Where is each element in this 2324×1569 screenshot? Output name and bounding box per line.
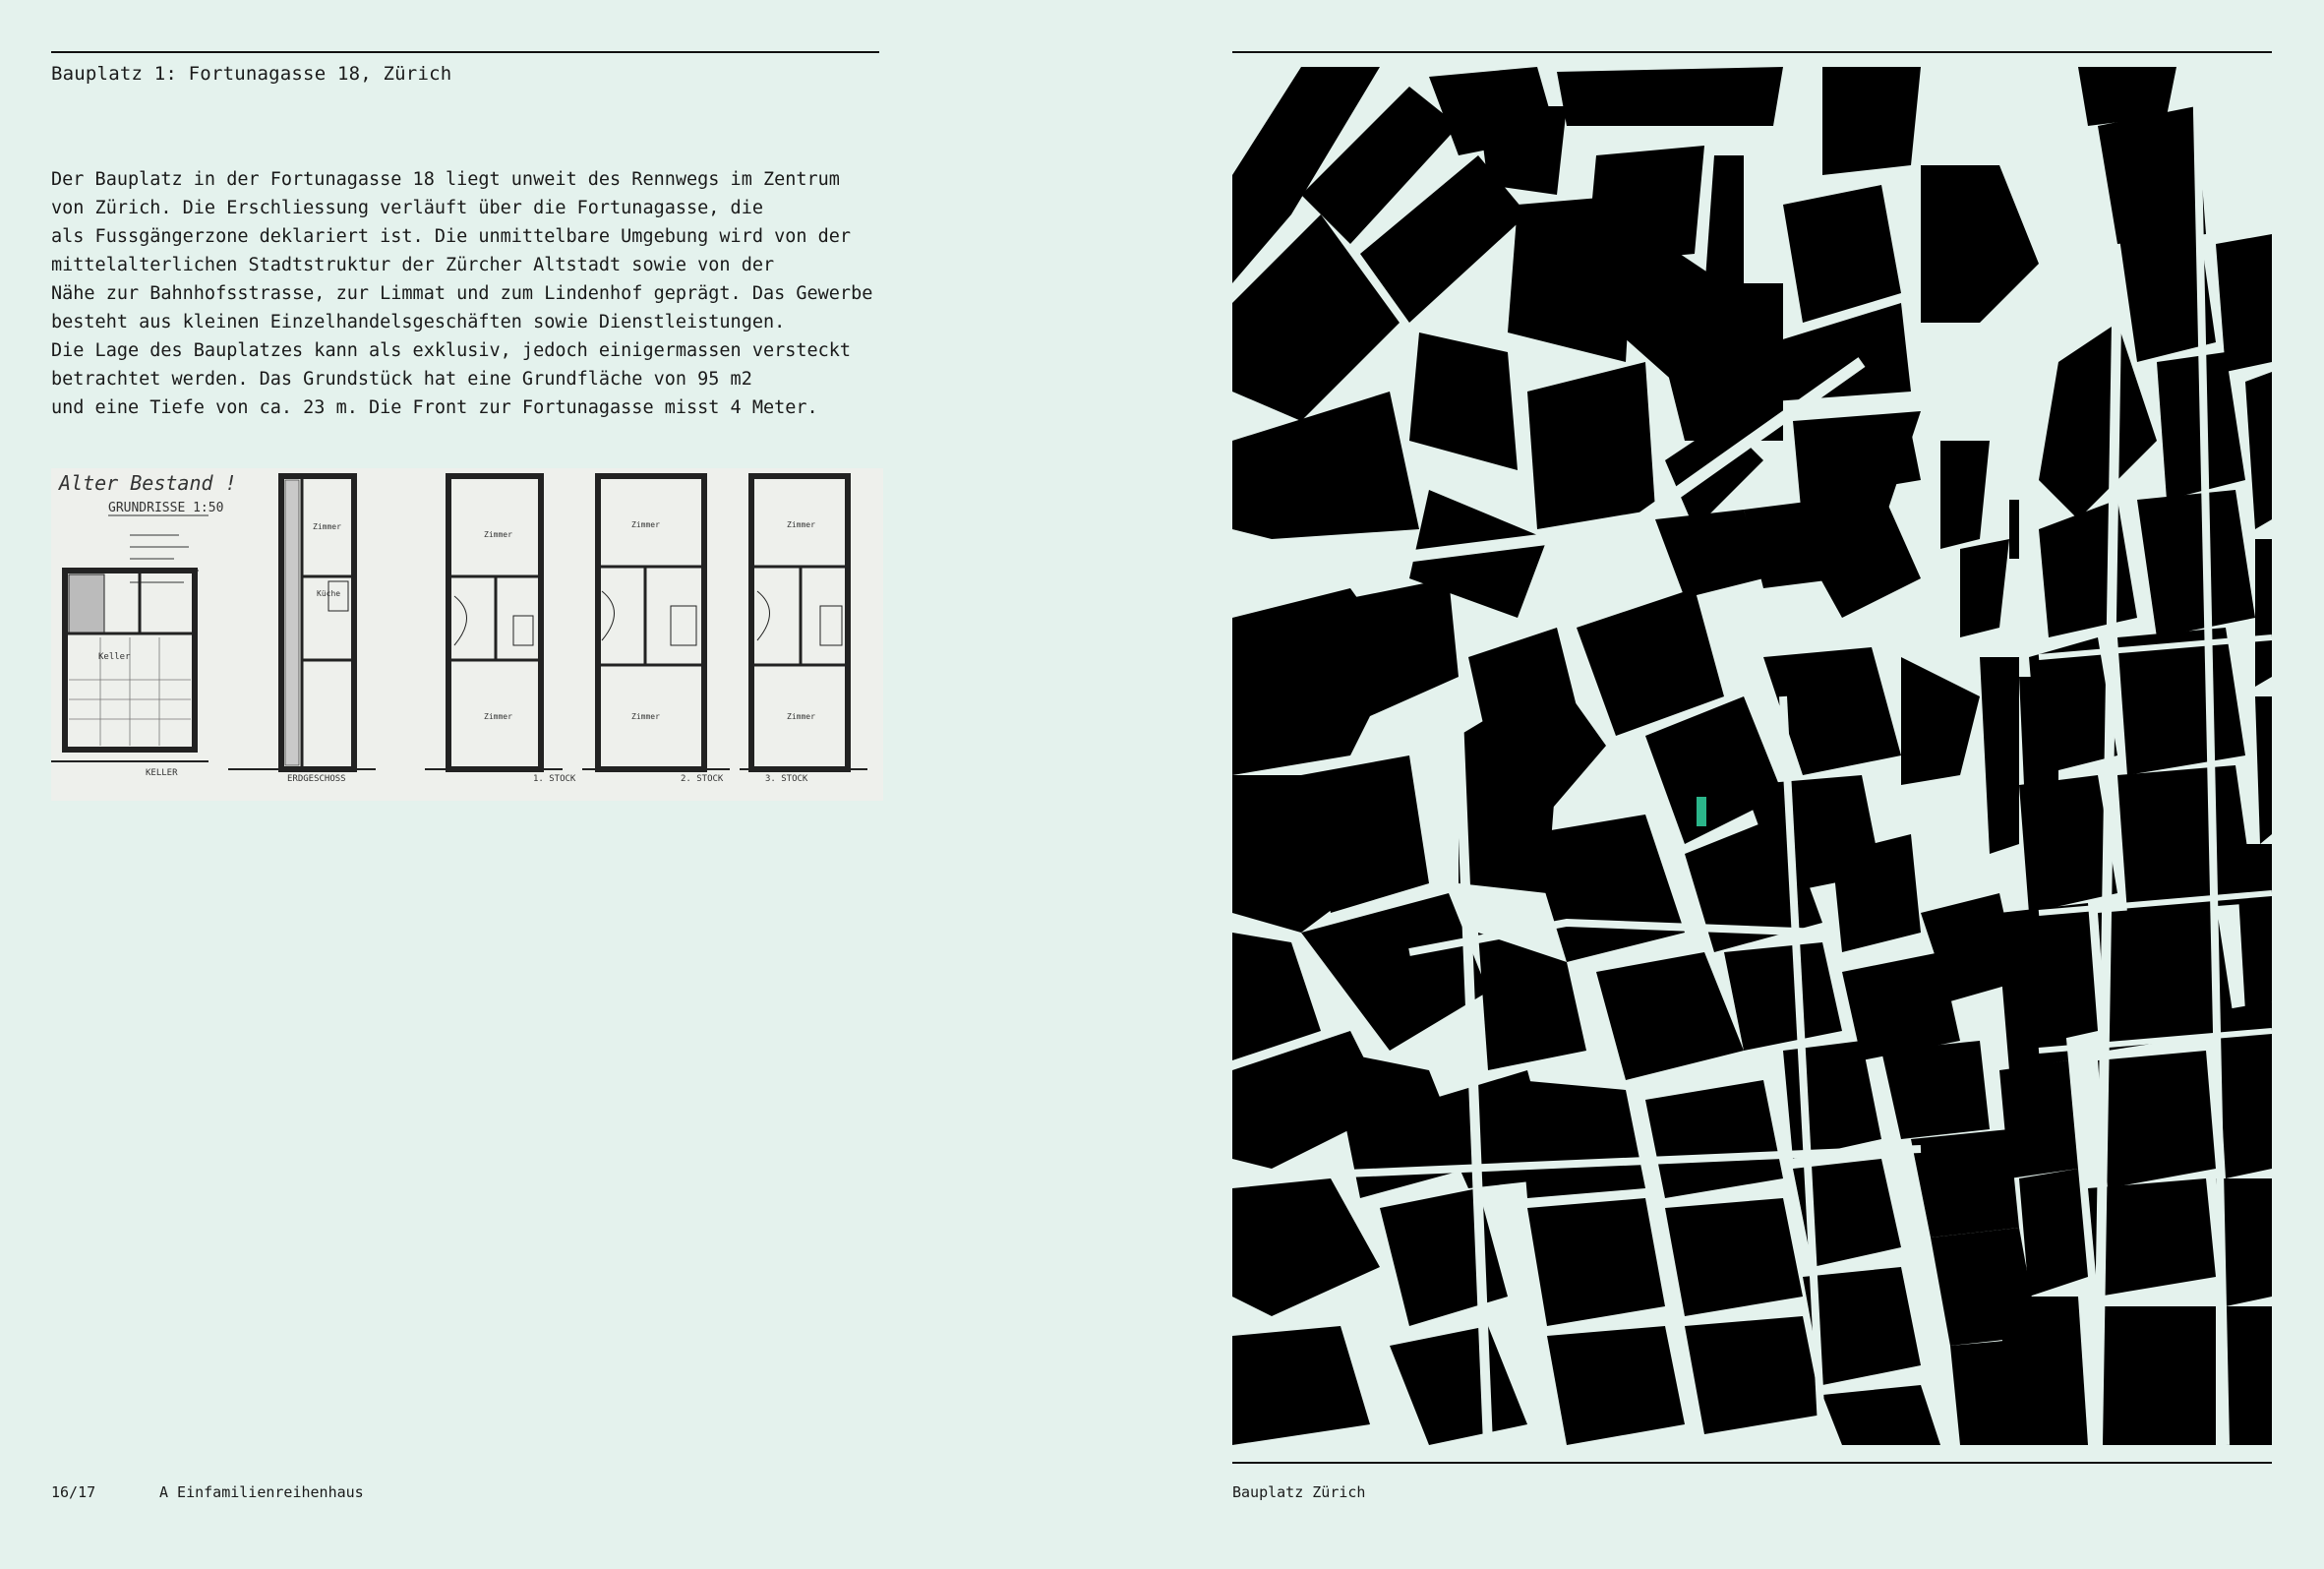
- svg-text:Zimmer: Zimmer: [787, 712, 815, 721]
- plan-room-label: Zimmer: [313, 522, 341, 531]
- text-line: als Fussgängerzone deklariert ist. Die unmittelbare Umgebung wird von der: [51, 226, 852, 247]
- plan-floor-label: ERDGESCHOSS: [287, 774, 346, 784]
- plan-floor-label: 2. STOCK: [681, 774, 724, 784]
- text-line: Die Lage des Bauplatzes kann als exklusiv, jedoch einigermassen versteckt: [51, 340, 852, 361]
- page-number: 16/17: [51, 1483, 96, 1501]
- bottom-rule-right: [1232, 1462, 2272, 1464]
- text-line: Nähe zur Bahnhofsstrasse, zur Limmat und zum Lindenhof geprägt. Das Gewerbe: [51, 283, 873, 304]
- plan-floor-label: 3. STOCK: [765, 774, 808, 784]
- plan-floor-label: 1. STOCK: [533, 774, 576, 784]
- floor-plans-image: [51, 468, 883, 801]
- text-line: und eine Tiefe von ca. 23 m. Die Front zur Fortunagasse misst 4 Meter.: [51, 397, 818, 418]
- svg-text:Zimmer: Zimmer: [484, 530, 512, 539]
- footer-title-right: Bauplatz Zürich: [1232, 1483, 1366, 1501]
- figure-ground-map: [1232, 67, 2272, 1445]
- text-line: besteht aus kleinen Einzelhandelsgeschäften sowie Dienstleistungen.: [51, 312, 786, 332]
- page-heading: Bauplatz 1: Fortunagasse 18, Zürich: [51, 63, 452, 85]
- plan-room-label: Keller: [98, 652, 131, 662]
- svg-text:Zimmer: Zimmer: [787, 520, 815, 529]
- description-text: [51, 165, 897, 422]
- svg-text:Zimmer: Zimmer: [631, 520, 660, 529]
- plan-floor-label: KELLER: [146, 768, 178, 778]
- plan-room-label: Küche: [317, 589, 341, 598]
- text-line: betrachtet werden. Das Grundstück hat eine Grundfläche von 95 m2: [51, 369, 752, 390]
- plans-header: GRUNDRISSE 1:50: [108, 501, 224, 515]
- text-line: Der Bauplatz in der Fortunagasse 18 liegt unweit des Rennwegs im Zentrum: [51, 169, 840, 190]
- site-highlight: [1697, 797, 1706, 826]
- top-rule-right: [1232, 51, 2272, 53]
- svg-text:Zimmer: Zimmer: [631, 712, 660, 721]
- text-line: mittelalterlichen Stadtstruktur der Zürcher Altstadt sowie von der: [51, 255, 775, 275]
- svg-text:Zimmer: Zimmer: [484, 712, 512, 721]
- top-rule-left: [51, 51, 879, 53]
- text-line: von Zürich. Die Erschliessung verläuft über die Fortunagasse, die: [51, 198, 763, 218]
- footer-title-left: A Einfamilienreihenhaus: [159, 1483, 364, 1501]
- plans-handwritten-title: Alter Bestand !: [59, 471, 237, 495]
